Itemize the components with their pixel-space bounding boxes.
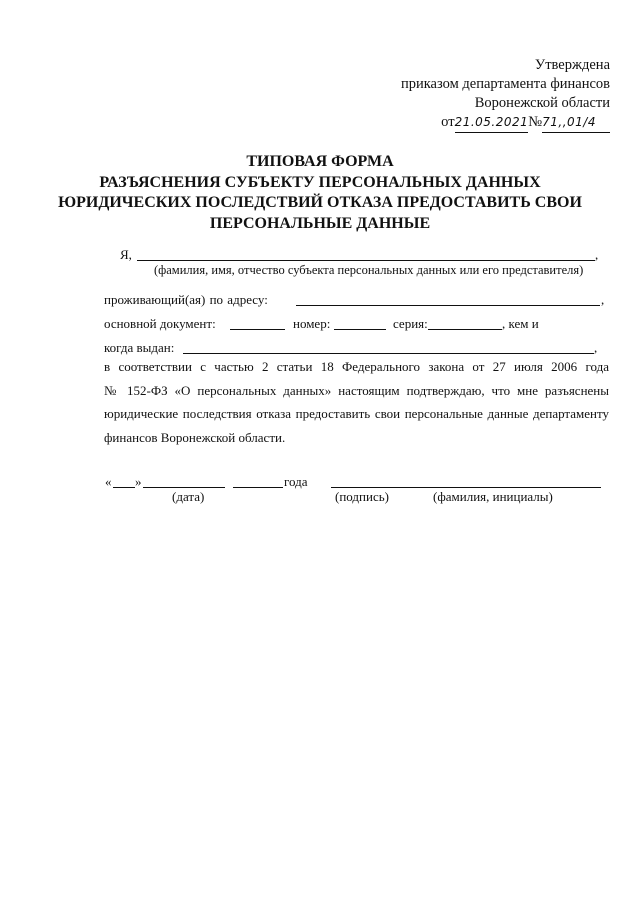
consent-paragraph [104, 355, 609, 449]
title-line-4: ПЕРСОНАЛЬНЫЕ ДАННЫЕ [209, 214, 431, 232]
signature-caption: (подпись) [335, 489, 389, 504]
approval-line-2: приказом департамента финансов [400, 76, 610, 92]
document-field[interactable] [230, 329, 285, 330]
paragraph-line-1: в соответствии с частью 2 статьи 18 Федерального закона от 27 июля 2006 года [104, 359, 609, 374]
issued-label: когда выдан: [104, 340, 175, 355]
title-line-2: РАЗЪЯСНЕНИЯ СУБЪЕКТУ ПЕРСОНАЛЬНЫХ ДАННЫХ [99, 173, 541, 191]
surname-initials-caption: (фамилия, инициалы) [433, 489, 553, 504]
day-open-quote: « [105, 474, 112, 489]
approval-line-1: Утверждена [534, 57, 610, 73]
series-label: серия: [393, 316, 428, 331]
name-field-caption: (фамилия, имя, отчество субъекта персональных данных или его представителя) [154, 263, 584, 277]
paragraph-line-4: финансов Воронежской области. [104, 429, 286, 445]
address-comma: , [601, 292, 605, 307]
approval-block [401, 56, 610, 133]
title-line-1: ТИПОВАЯ ФОРМА [246, 153, 394, 170]
paragraph-line-3: юридические последствия отказа предоставить свои персональные данные департаменту [104, 406, 609, 421]
issued-field[interactable] [183, 353, 594, 354]
series-field[interactable] [428, 329, 502, 330]
approval-from-prefix: от [441, 114, 455, 130]
form-title [0, 152, 640, 234]
by-whom-label: , кем и [502, 316, 539, 331]
signature-name-field[interactable] [331, 487, 601, 488]
month-field[interactable] [143, 487, 225, 488]
address-field[interactable] [296, 305, 600, 306]
year-word: года [284, 474, 308, 489]
i-label: Я, [120, 247, 132, 262]
address-label: проживающий(ая) по адресу: [104, 292, 268, 307]
day-close-quote: » [135, 474, 142, 489]
number-field[interactable] [334, 329, 386, 330]
approval-line-3: Воронежской области [474, 95, 610, 111]
full-name-field[interactable] [137, 260, 595, 261]
date-caption: (дата) [172, 489, 205, 504]
approval-number-handwritten: 71,,01/4 [542, 113, 610, 133]
document-label: основной документ: [104, 316, 216, 331]
name-comma: , [595, 247, 599, 262]
title-line-3: ЮРИДИЧЕСКИХ ПОСЛЕДСТВИЙ ОТКАЗА ПРЕДОСТАВИТЬ СВОИ [58, 194, 582, 211]
year-field[interactable] [233, 487, 283, 488]
paragraph-line-2: № 152-ФЗ «О персональных данных» настоящим подтверждаю, что мне разъяснены [104, 382, 609, 398]
approval-number-prefix: № [528, 114, 543, 130]
approval-date-number-line [401, 113, 610, 133]
issued-comma: , [594, 340, 598, 355]
day-field[interactable] [113, 487, 135, 488]
number-label: номер: [293, 316, 331, 331]
approval-date-handwritten: 21.05.2021 [455, 113, 529, 133]
